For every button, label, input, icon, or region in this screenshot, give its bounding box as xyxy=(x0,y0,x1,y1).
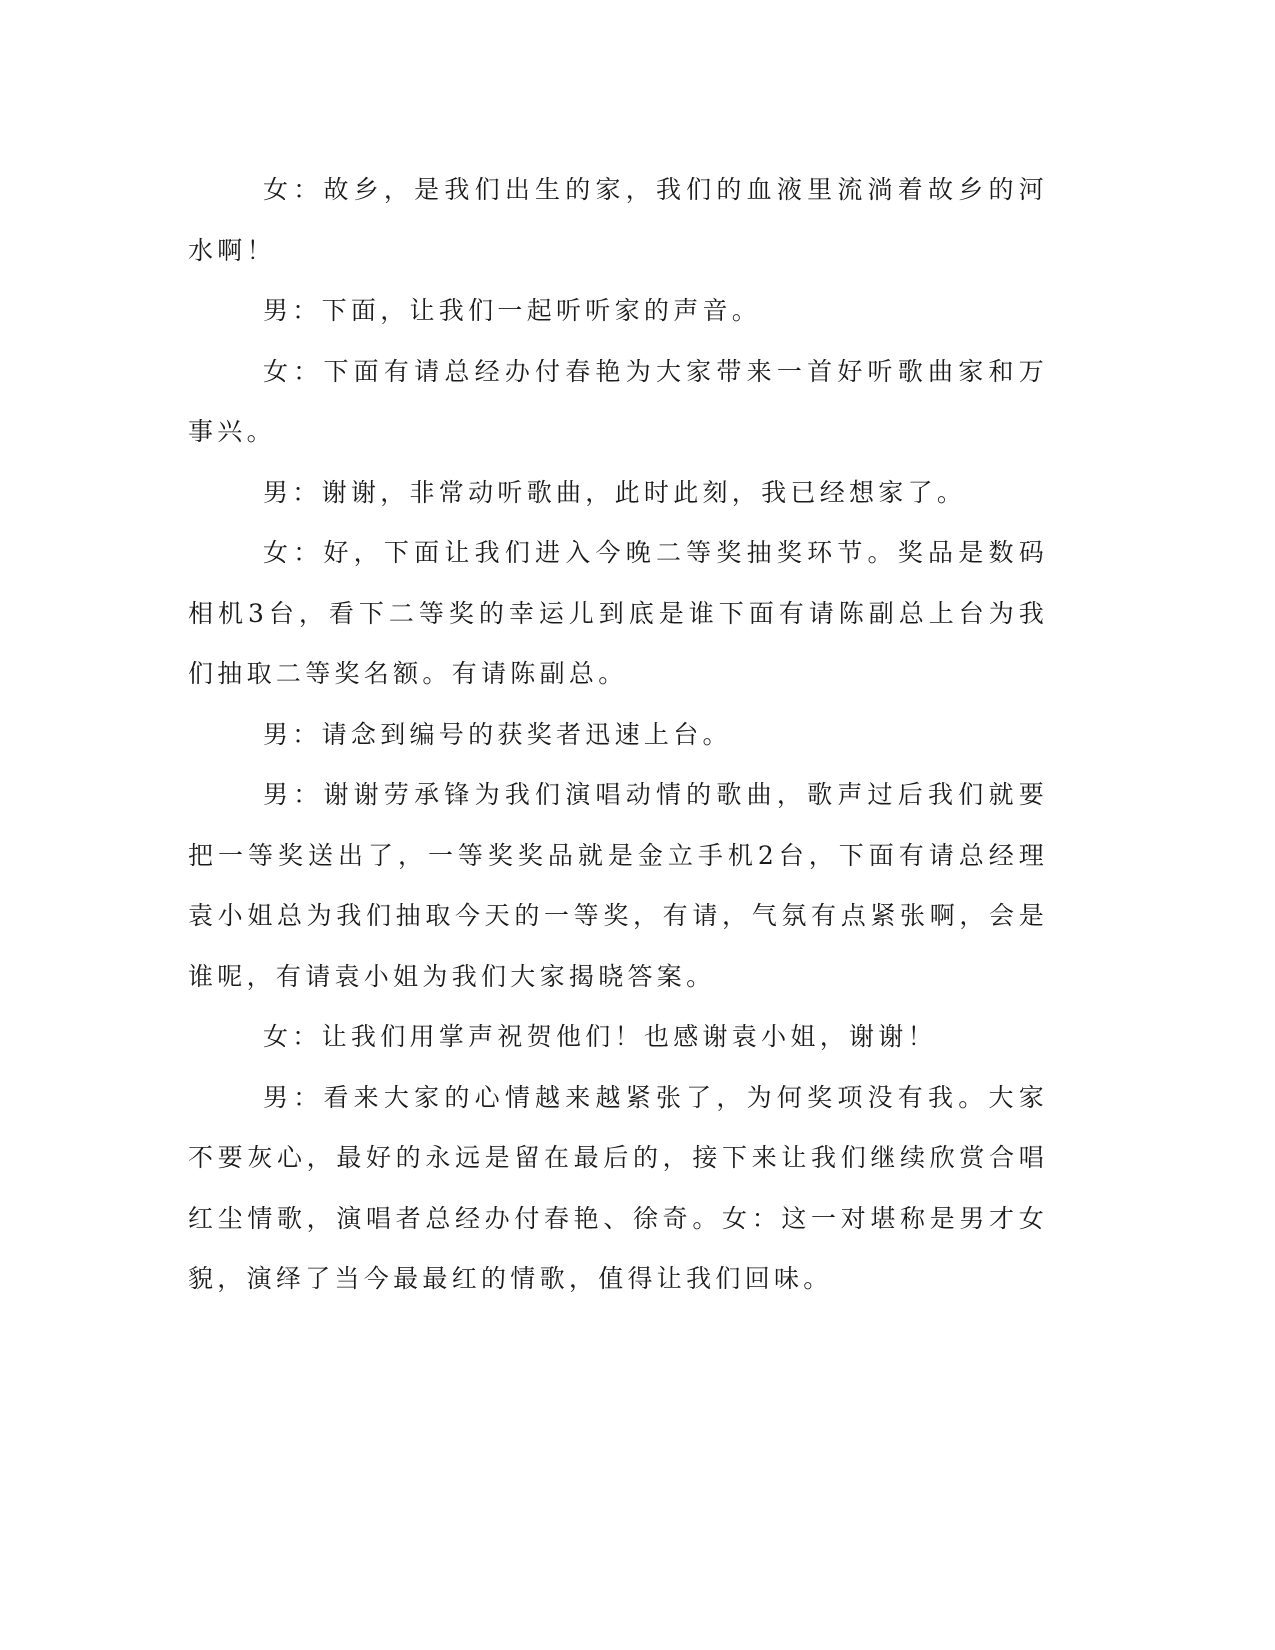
document-body xyxy=(188,160,1048,1310)
paragraph-1: 女：故乡，是我们出生的家，我们的血液里流淌着故乡的河水啊！ xyxy=(188,175,1048,265)
paragraph-6: 男：请念到编号的获奖者迅速上台。 xyxy=(263,719,732,749)
paragraph-9: 男：看来大家的心情越来越紧张了，为何奖项没有我。大家不要灰心，最好的永远是留在最后的，接下来让我们继续欣赏合唱红尘情歌，演唱者总经办付春艳、徐奇。女：这一对堪称是男才女貌，演绎了当今最最红的情歌，值得让我们回味。 xyxy=(188,1082,1048,1293)
paragraph-2: 男：下面，让我们一起听听家的声音。 xyxy=(263,296,762,325)
paragraph-3: 女：下面有请总经办付春艳为大家带来一首好听歌曲家和万事兴。 xyxy=(188,356,1048,446)
paragraph-5: 女：好，下面让我们进入今晚二等奖抽奖环节。奖品是数码相机3台，看下二等奖的幸运儿到底是谁下面有请陈副总上台为我们抽取二等奖名额。有请陈副总。 xyxy=(188,538,1048,688)
paragraph-8: 女：让我们用掌声祝贺他们！也感谢袁小姐，谢谢！ xyxy=(263,1022,937,1051)
paragraph-7: 男：谢谢劳承锋为我们演唱动情的歌曲，歌声过后我们就要把一等奖送出了，一等奖奖品就是金立手机2台，下面有请总经理袁小姐总为我们抽取今天的一等奖，有请，气氛有点紧张啊，会是谁呢，有请袁小姐为我们大家揭晓答案。 xyxy=(188,780,1048,991)
paragraph-4: 男：谢谢，非常动听歌曲，此时此刻，我已经想家了。 xyxy=(263,477,967,507)
